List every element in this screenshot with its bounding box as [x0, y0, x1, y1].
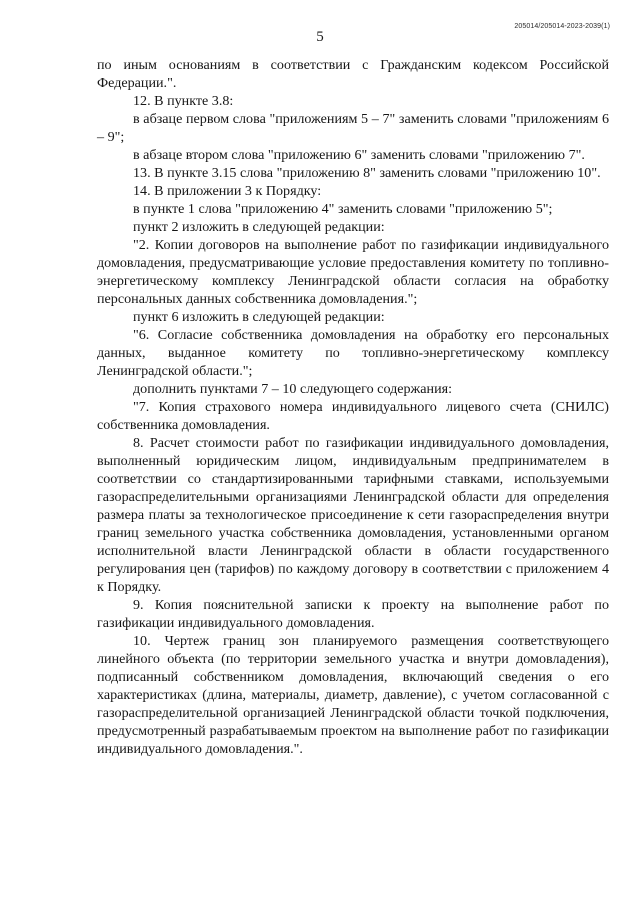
paragraph: пункт 2 изложить в следующей редакции: — [133, 219, 385, 235]
paragraph: дополнить пунктами 7 – 10 следующего содержания: — [133, 381, 453, 397]
paragraph: пункт 6 изложить в следующей редакции: — [133, 309, 385, 325]
paragraph: 8. Расчет стоимости работ по газификации индивидуального домовладения, выполненный юридическим лицом, индивидуальным предпринимателем в соответствии со стандартизированными тарифными ставками, используемыми газораспределительными организациями Ленинградской области для определения размера платы за технологическое присоединение к сети газораспределения внутри границ земельного участка собственника домовладения, установленными органом исполнительной власти Ленинградской области в области государственного регулирования цен (тарифов) по каждому договору в соответствии с приложением 4 к Порядку. — [97, 435, 609, 595]
document-body — [97, 56, 609, 758]
paragraph: 12. В пункте 3.8: — [133, 93, 234, 109]
paragraph: в абзаце втором слова "приложению 6" заменить словами "приложению 7". — [133, 147, 585, 163]
paragraph: 13. В пункте 3.15 слова "приложению 8" заменить словами "приложению 10". — [133, 165, 601, 181]
paragraph: "6. Согласие собственника домовладения на обработку его персональных данных, выданное комитету по топливно-энергетическому комплексу Ленинградской области."; — [97, 327, 609, 379]
paragraph: в пункте 1 слова "приложению 4" заменить словами "приложению 5"; — [133, 201, 553, 217]
paragraph: 10. Чертеж границ зон планируемого размещения соответствующего линейного объекта (по территории земельного участка и внутри домовладения), подписанный собственником домовладения, включающий сведения о его характеристиках (длина, материалы, диаметр, давление), с учетом согласованной с газораспределительной организацией Ленинградской области точкой подключения, предусмотренный разрабатываемым проектом на выполнение работ по газификации индивидуального домовладения.". — [97, 633, 609, 757]
document-code: 205014/205014-2023-2039(1) — [514, 23, 610, 30]
paragraph: по иным основаниям в соответствии с Гражданским кодексом Российской Федерации.". — [97, 57, 609, 91]
paragraph: в абзаце первом слова "приложениям 5 – 7" заменить словами "приложениям 6 – 9"; — [97, 111, 609, 145]
paragraph: 14. В приложении 3 к Порядку: — [133, 183, 322, 199]
page-number: 5 — [316, 29, 324, 45]
paragraph: 9. Копия пояснительной записки к проекту на выполнение работ по газификации индивидуального домовладения. — [97, 597, 609, 631]
paragraph: "2. Копии договоров на выполнение работ по газификации индивидуального домовладения, предусматривающие условие предоставления комитету по топливно-энергетическому комплексу Ленинградской области согласия на обработку персональных данных собственника домовладения."; — [97, 237, 609, 307]
paragraph: "7. Копия страхового номера индивидуального лицевого счета (СНИЛС) собственника домовладения. — [97, 399, 609, 433]
